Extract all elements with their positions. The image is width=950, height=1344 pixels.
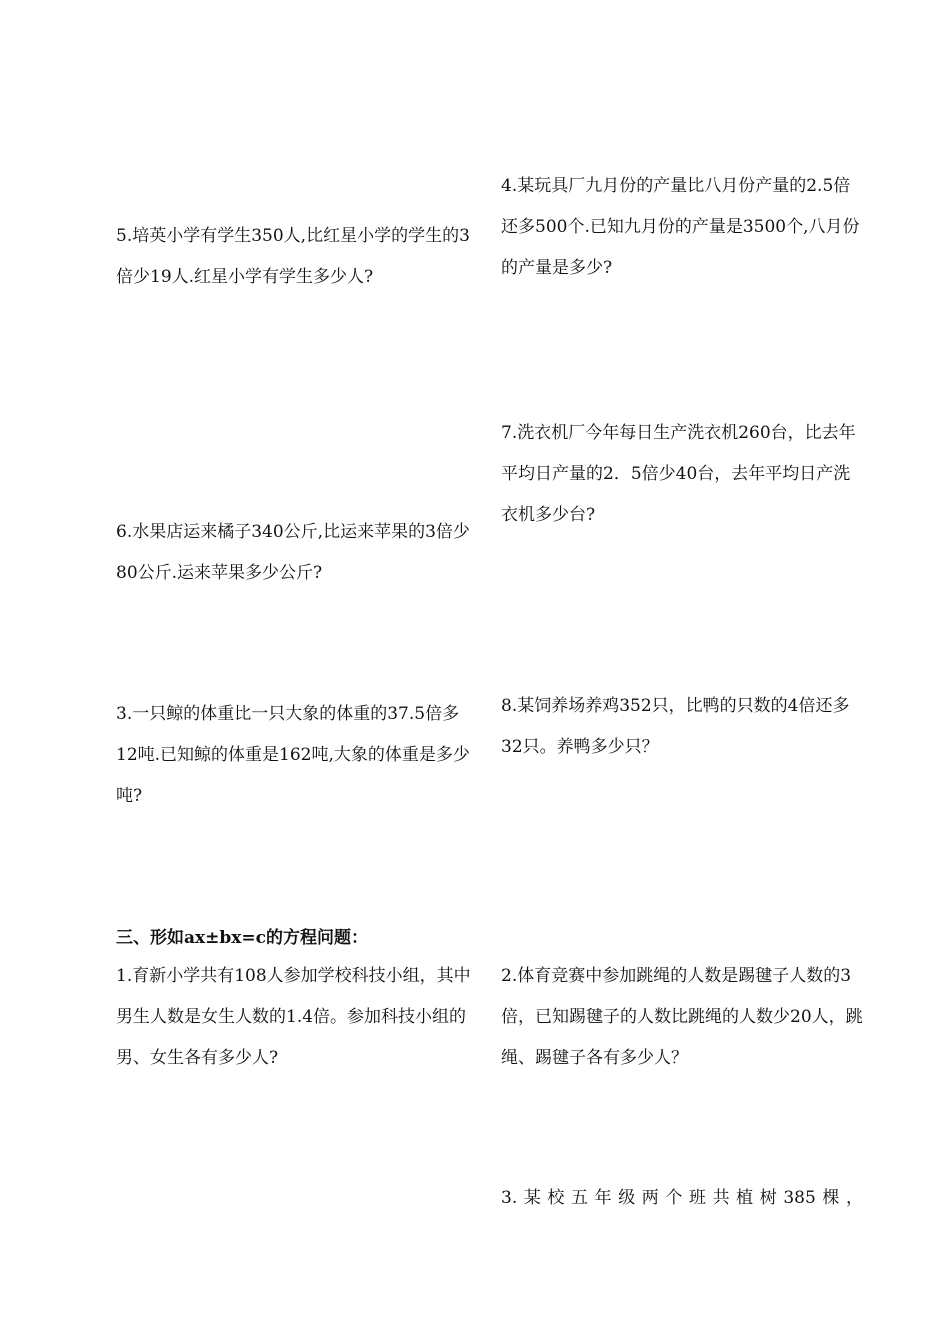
problem-8: 8.某饲养场养鸡352只，比鸭的只数的4倍还多32只。养鸭多少只？ <box>501 696 850 757</box>
problem-6: 6.水果店运来橘子340公斤,比运来苹果的3倍少80公斤.运来苹果多少公斤? <box>116 522 470 583</box>
problem-4: 4.某玩具厂九月份的产量比八月份产量的2.5倍还多500个.已知九月份的产量是3500个,八月份的产量是多少? <box>501 176 860 278</box>
problem-7: 7.洗衣机厂今年每日生产洗衣机260台，比去年平均日产量的2．5倍少40台，去年平均日产洗衣机多少台? <box>501 423 856 525</box>
section-3-problem-2: 2.体育竞赛中参加跳绳的人数是踢毽子人数的3倍，已知踢毽子的人数比跳绳的人数少20人，跳绳、踢毽子各有多少人？ <box>501 966 863 1068</box>
problem-5: 5.培英小学有学生350人,比红星小学的学生的3倍少19人.红星小学有学生多少人? <box>116 226 470 287</box>
problem-3: 3.一只鲸的体重比一只大象的体重的37.5倍多12吨.已知鲸的体重是162吨,大象的体重是多少吨? <box>116 704 470 806</box>
section-3-title: 三、形如ax±bx=c的方程问题： <box>116 928 369 948</box>
section-3-problem-3: 3.某校五年级两个班共植树385棵， <box>501 1188 863 1208</box>
section-3-problem-1: 1.育新小学共有108人参加学校科技小组，其中男生人数是女生人数的1.4倍。参加科技小组的男、女生各有多少人? <box>116 966 471 1068</box>
